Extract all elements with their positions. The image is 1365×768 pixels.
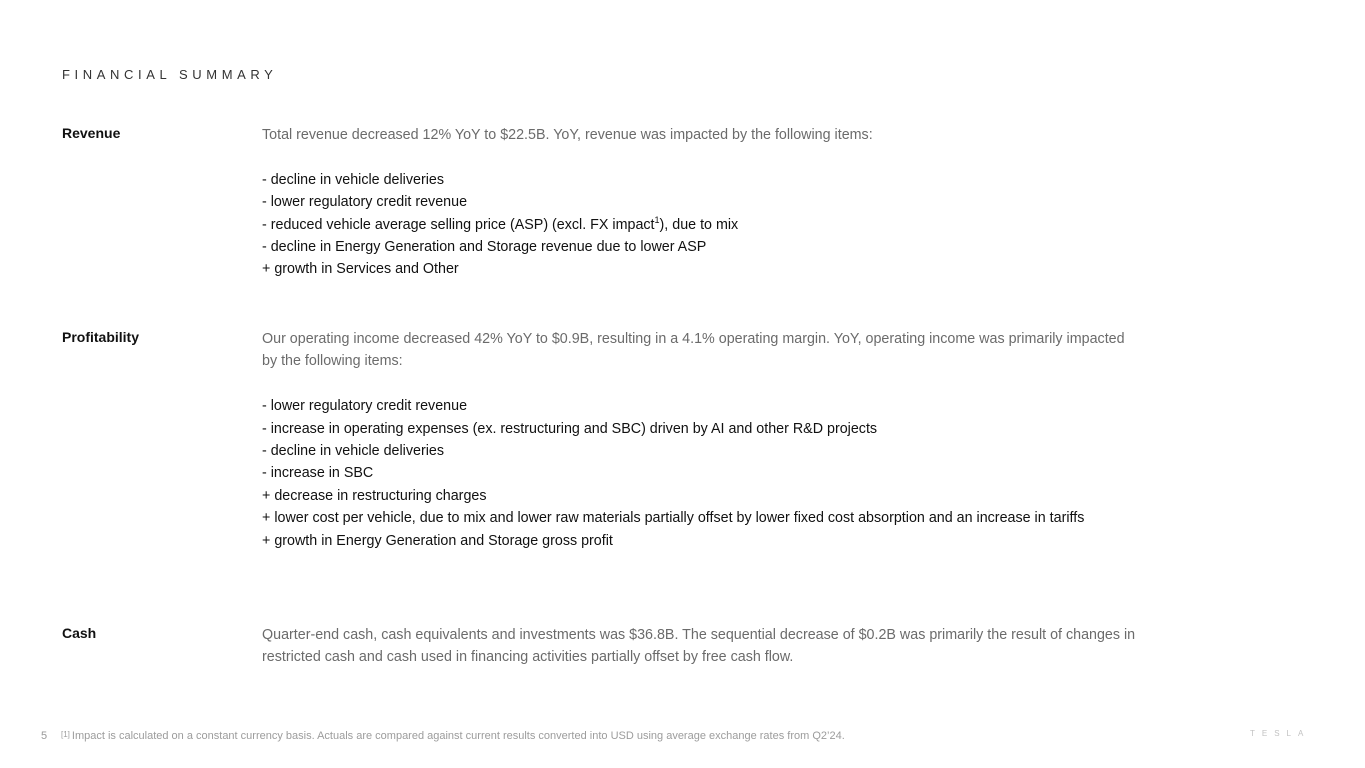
revenue-summary: Total revenue decreased 12% YoY to $22.5B. YoY, revenue was impacted by the following items:	[262, 127, 873, 143]
tesla-logo: TESLA	[1250, 729, 1311, 738]
list-item: - lower regulatory credit revenue	[262, 398, 468, 415]
page-title: FINANCIAL SUMMARY	[62, 67, 278, 82]
list-item: + growth in Energy Generation and Storage gross profit	[262, 532, 613, 549]
section-body-profitability	[262, 328, 1142, 552]
list-item-text-continued: ), due to mix	[659, 216, 739, 233]
section-body-cash	[262, 624, 1142, 669]
list-item: + growth in Services and Other	[262, 261, 459, 278]
section-label-profitability: Profitability	[62, 329, 140, 345]
section-body-revenue	[262, 124, 1142, 281]
profitability-summary: Our operating income decreased 42% YoY to $0.9B, resulting in a 4.1% operating margin. YoY, operating income was primarily impacted by the following items:	[262, 331, 1125, 370]
profitability-items-list	[262, 395, 1142, 552]
list-item: + decrease in restructuring charges	[262, 487, 487, 504]
list-item: - increase in operating expenses (ex. restructuring and SBC) driven by AI and other R&D projects	[262, 420, 878, 437]
revenue-items-list	[262, 169, 1142, 281]
section-label-revenue: Revenue	[62, 125, 121, 141]
cash-summary: Quarter-end cash, cash equivalents and investments was $36.8B. The sequential decrease of $0.2B was primarily the result of changes in restricted cash and cash used in financing activities partially offset by free cash flow.	[262, 627, 1136, 666]
footnote-marker: [1]	[61, 730, 70, 739]
list-item: - lower regulatory credit revenue	[262, 194, 468, 211]
list-item-text: - reduced vehicle average selling price (ASP) (excl. FX impact	[262, 216, 655, 233]
list-item: - decline in vehicle deliveries	[262, 443, 444, 460]
section-label-cash: Cash	[62, 625, 97, 641]
list-item: - increase in SBC	[262, 465, 374, 482]
page-number: 5	[41, 730, 48, 742]
list-item: - decline in Energy Generation and Storage revenue due to lower ASP	[262, 239, 707, 256]
list-item: - decline in vehicle deliveries	[262, 171, 444, 188]
list-item	[262, 214, 1142, 236]
list-item: + lower cost per vehicle, due to mix and lower raw materials partially offset by lower fixed cost absorption and an increase in tariffs	[262, 510, 1085, 527]
footnote-text: Impact is calculated on a constant currency basis. Actuals are compared against current results converted into USD using average exchange rates from Q2’24.	[71, 730, 845, 742]
footnote	[61, 730, 845, 742]
footnote-reference: 1	[654, 214, 660, 225]
